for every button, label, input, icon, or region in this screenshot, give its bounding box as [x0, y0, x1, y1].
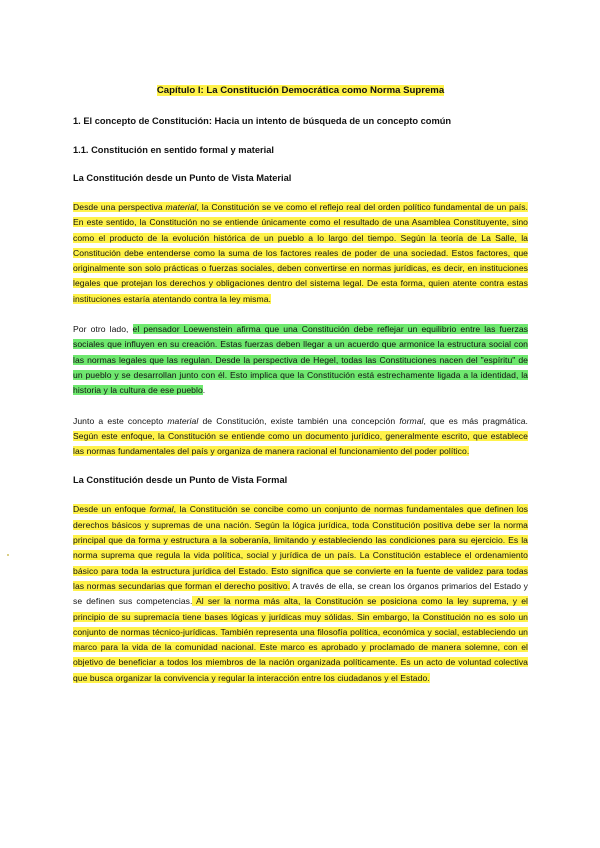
highlight-p4-s9: Es un acto de voluntad colectiva que busca organizar la convivencia y regular la interacción entre los ciudadanos y el Estado. — [73, 657, 528, 683]
highlight-p4-s1a: Desde un enfoque — [73, 504, 150, 515]
highlight-p1-s1b: material — [165, 202, 197, 212]
subheading-material: La Constitución desde un Punto de Vista Material — [73, 173, 292, 183]
highlight-p1-s1a: Desde una perspectiva — [73, 202, 166, 212]
p4-s5: A través de ella, se crean los órganos primarios del Estado y se definen sus competencias. — [73, 580, 528, 607]
paragraph-material-2 — [73, 322, 528, 398]
highlight-p4-s6: Al ser la norma más alta, la Constitución se posiciona como la ley suprema, y el principio de su supremacía tiene bases lógicas y jurídicas muy sólidas. — [73, 596, 528, 622]
document-body — [73, 84, 528, 701]
highlight-p4-s7: Sin embargo, la Constitución no es solo un conjunto de normas técnico-jurídicas. También representa una filosofía política, económica y social, estableciendo un marco para la vida de la comunidad nacional. — [73, 611, 529, 653]
green-highlight-p2-g2: Desde la perspectiva de Hegel, todas las Constituciones nacen del "espíritu" de un pueblo y se desarrollan junto con él. Esto implica que la Constitución está estrechamente ligada a la identidad, la historia y la cultura de ese pueblo — [73, 354, 528, 396]
paragraph-formal-1 — [73, 502, 528, 686]
p3-a: Junto a este concepto — [73, 415, 168, 426]
section-heading-1: 1. El concepto de Constitución: Hacia un intento de búsqueda de un concepto común — [73, 116, 452, 126]
green-highlight-p2-g1: el pensador Loewenstein afirma que una Constitución debe reflejar un equilibrio entre las fuerzas sociales que influyen en su creación. Estas fuerzas deben llegar a un acuerdo que armonice la estructura social con las normas legales que las regulan. — [73, 324, 528, 365]
chapter-title-text: Capítulo I: La Constitución Democrática como Norma Suprema — [156, 85, 445, 96]
highlight-p4-s8: Este marco es aprobado y proclamado de manera solemne, con el objetivo de beneficiar a todos los miembros de la nación organizada políticamente. — [73, 642, 528, 668]
highlight-p1-s4: Estos factores, que originalmente son solo prácticas o fuerzas sociales, deben convertirse en normas jurídicas, es decir, en instituciones legales que protejan los derechos y obligaciones dentro del sistema legal. — [73, 247, 528, 289]
subheading-formal: La Constitución desde un Punto de Vista Formal — [73, 475, 288, 486]
highlight-p1-s5: De esta forma, quien atente contra estas instituciones estaría atentando contra la ley misma. — [73, 278, 528, 304]
stray-mark — [7, 554, 9, 556]
highlight-p4-s4: La Constitución establece el ordenamiento básico para toda la estructura jurídica del Estado. Esto significa que se convierte en la fuente de validez para todas las normas secundarias que forman el derecho positivo. — [73, 550, 529, 591]
p2-end: . — [202, 385, 206, 396]
highlight-p1-s1c: , la Constitución se ve como el reflejo real del orden político fundamental de un país. — [196, 202, 528, 212]
highlight-p4-s1b: formal — [149, 504, 174, 515]
paragraph-material-3 — [73, 414, 528, 460]
p3-c: de Constitución, existe también una concepción — [198, 415, 400, 426]
highlight-p1-s2: En este sentido, la Constitución no se entiende únicamente como el resultado de una Asamblea Constituyente, sino como el producto de la evolución histórica de un pueblo a lo largo del tiempo. — [73, 217, 528, 243]
highlight-p4-s3: Es la norma suprema que regula la vida política, social y jurídica de un país. — [73, 535, 528, 561]
highlight-p4-s2: Según la lógica jurídica, toda Constitución positiva debe ser la norma principal que da forma y estructura a la soberanía, limitando y estableciendo las condiciones para su ejercicio. — [73, 519, 529, 546]
highlight-p4-s1c: , la Constitución se concibe como un conjunto de normas fundamentales que definen los derechos básicos y supremas de una nación. — [73, 504, 528, 530]
p3-d: formal — [399, 415, 424, 426]
highlight-p1-s3: Según la teoría de La Salle, la Constitución debe entenderse como la suma de los factores reales de poder de una sociedad. — [73, 232, 528, 258]
section-heading-1-1: 1.1. Constitución en sentido formal y material — [73, 145, 274, 155]
p2-plain: Por otro lado, — [73, 324, 133, 335]
p3-b: material — [167, 415, 199, 426]
highlight-p3-s2: Según este enfoque, la Constitución se entiende como un documento jurídico, generalmente escrito, que establece las normas fundamentales del país y organiza de manera racional el funcionamiento del poder político. — [73, 430, 528, 457]
paragraph-material-1 — [73, 200, 528, 307]
chapter-title — [73, 84, 528, 97]
p3-e: , que es más pragmática. — [423, 415, 528, 426]
